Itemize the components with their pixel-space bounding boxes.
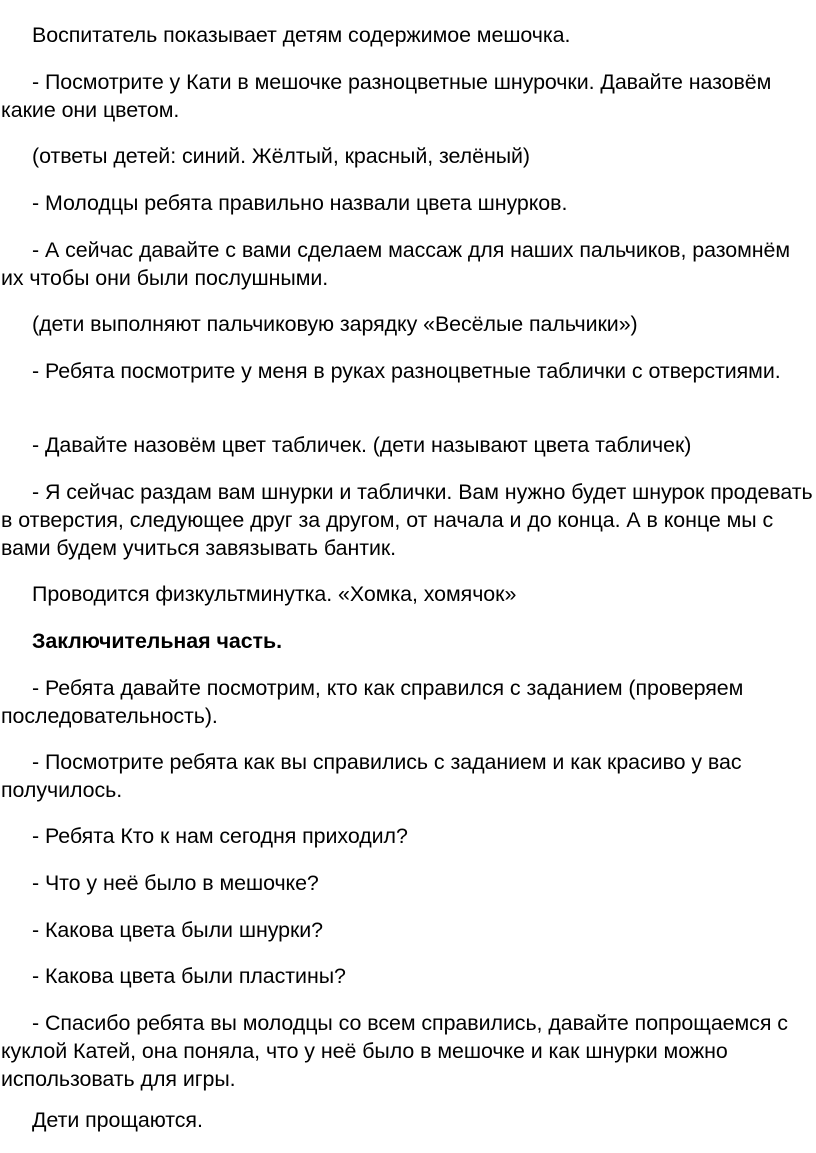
paragraph-children-answers: (ответы детей: синий. Жёлтый, красный, зелёный) <box>32 144 531 168</box>
paragraph-goodbye: Дети прощаются. <box>32 1108 203 1132</box>
paragraph-thanks: - Спасибо ребята вы молодцы со всем справились, давайте попрощаемся с куклой Катей, она поняла, что у неё было в мешочке и как шнурки можно использовать для игры. <box>1 1011 788 1091</box>
paragraph-instructions: - Я сейчас раздам вам шнурки и таблички. Вам нужно будет шнурок продевать в отверстия, следующее друг за другом, от начала и до конца. А в конце мы с вами будем учиться завязывать бантик. <box>1 480 813 560</box>
paragraph-look-results: - Посмотрите ребята как вы справились с заданием и как красиво у вас получилось. <box>1 750 742 802</box>
paragraph-question-visitor: - Ребята Кто к нам сегодня приходил? <box>32 824 408 848</box>
paragraph-finger-massage: - А сейчас давайте с вами сделаем массаж для наших пальчиков, разомнём их чтобы они были послушными. <box>1 238 791 290</box>
paragraph-tablets: - Ребята посмотрите у меня в руках разноцветные таблички с отверстиями. <box>32 359 781 383</box>
paragraph-look-laces: - Посмотрите у Кати в мешочке разноцветные шнурочки. Давайте назовём какие они цветом. <box>1 70 772 122</box>
paragraph-well-done: - Молодцы ребята правильно назвали цвета шнурков. <box>32 191 568 215</box>
section-heading-conclusion: Заключительная часть. <box>32 629 282 653</box>
paragraph-finger-exercise: (дети выполняют пальчиковую зарядку «Весёлые пальчики») <box>32 312 638 336</box>
paragraph-intro: Воспитатель показывает детям содержимое мешочка. <box>32 23 571 47</box>
paragraph-question-bag: - Что у неё было в мешочке? <box>32 871 319 895</box>
paragraph-name-colors: - Давайте назовём цвет табличек. (дети называют цвета табличек) <box>32 433 692 457</box>
paragraph-question-plates: - Какова цвета были пластины? <box>32 964 346 988</box>
paragraph-check-task: - Ребята давайте посмотрим, кто как справился с заданием (проверяем последовательность). <box>1 676 744 728</box>
paragraph-question-laces: - Какова цвета были шнурки? <box>32 918 324 942</box>
paragraph-physical-break: Проводится физкультминутка. «Хомка, хомячок» <box>32 582 517 606</box>
